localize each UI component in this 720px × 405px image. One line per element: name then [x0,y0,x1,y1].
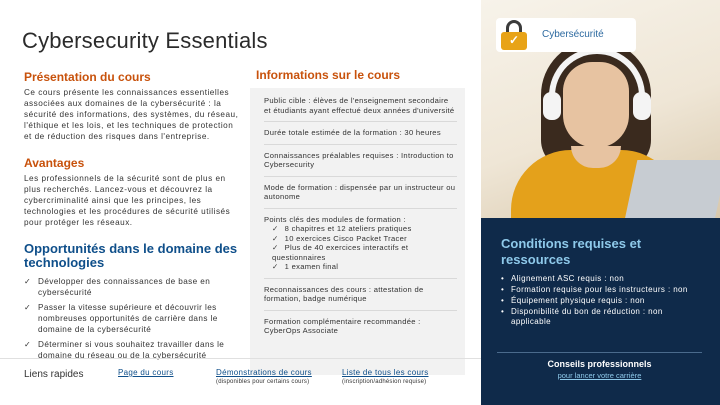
quick-links-label: Liens rapides [24,369,84,380]
list-item [272,243,457,262]
checkmark-icon: ✓ [272,262,279,271]
list-item [272,262,457,272]
left-column [24,70,242,365]
avantages-text: Les professionnels de la sécurité sont de plus en plus recherchés. Lancez-vous et découvrez la cybercriminalité ainsi que les principes, les technologies et les procédures de sécurité utilisés pour protéger les réseaux. [24,174,231,227]
list-item: • Disponibilité du bon de réduction : non applicable [501,307,702,327]
info-duree: Durée totale estimée de la formation : 30 heures [264,128,457,145]
list-item-label: Passer la vitesse supérieure et découvrir les nombreuses opportunités de carrière dans le domaine de la cybersécurité [38,303,218,334]
list-item-label: Plus de 40 exercices interactifs et questionnaires [272,243,409,262]
list-item [24,302,242,335]
opportunites-list [24,276,242,361]
list-item [272,224,457,234]
info-formation: Formation complémentaire recommandée : CyberOps Associate [264,316,421,335]
info-box [250,88,465,375]
requirements-list [501,274,702,327]
checkmark-icon: ✓ [272,224,279,233]
course-info-column [250,68,465,375]
requirements-title: Conditions requises et ressources [501,236,642,267]
all-courses-link[interactable]: Liste de tous les cours [342,368,429,377]
opportunites-heading: Opportunités dans le domaine des technologies [24,241,238,270]
list-item-label: Déterminer si vous souhaitez travailler dans le domaine du réseau ou de la cybersécurité [38,340,225,360]
badge-label: Cybersécurité [542,29,604,40]
checkmark-icon: ✓ [24,277,32,286]
info-points-heading: Points clés des modules de formation : [264,214,406,224]
info-reconnaissance: Reconnaissances des cours : attestation de formation, badge numérique [264,285,457,311]
career-advice-title: Conseils professionnels [547,359,652,369]
list-item-label: 1 examen final [284,262,339,271]
list-item-label: 8 chapitres et 12 ateliers pratiques [284,224,412,233]
info-public: Public cible : élèves de l'enseignement secondaire et étudiants ayant effectué deux années d'université [264,96,457,122]
checkmark-icon: ✓ [272,243,279,252]
presentation-heading: Présentation du cours [24,70,151,84]
info-mode: Mode de formation : dispensée par un instructeur ou autonome [264,183,457,209]
list-item [272,234,457,244]
checkmark-icon: ✓ [24,340,32,349]
career-advice-link[interactable]: pour lancer votre carrière [557,371,642,380]
info-heading: Informations sur le cours [256,68,401,82]
info-points [264,215,457,279]
checkmark-icon: ✓ [24,303,32,312]
avantages-heading: Avantages [24,156,85,170]
course-demos-note: (disponibles pour certains cours) [216,379,310,385]
list-item: • Alignement ASC requis : non [501,274,702,284]
lock-check-icon [500,20,528,50]
course-page-link[interactable]: Page du cours [118,368,174,377]
career-advice-box [497,352,702,384]
info-prerequis: Connaissances préalables requises : Introduction to Cybersecurity [264,151,457,177]
list-item: • Équipement physique requis : non [501,296,702,306]
list-item [24,276,242,298]
list-item: • Formation requise pour les instructeurs : non [501,285,702,295]
info-points-list [264,224,457,272]
all-courses-note: (inscription/adhésion requise) [342,379,427,385]
laptop-icon [625,160,720,218]
course-demos-link[interactable]: Démonstrations de cours [216,368,312,377]
cybersecurity-badge [496,18,636,52]
checkmark-icon: ✓ [272,233,279,243]
presentation-text: Ce cours présente les connaissances essentielles associées aux domaines de la cybersécurité : la sécurité des informations, des systèmes, du réseau, l'éthique et les lois, et les techniques de protection et de réduction des risques dans l'entreprise. [24,88,239,141]
requirements-panel [481,218,720,405]
quick-links-footer [0,358,481,405]
list-item-label: 10 exercices Cisco Packet Tracer [284,233,407,243]
list-item-label: Développer des connaissances de base en cybersécurité [38,277,211,297]
page-title: Cybersecurity Essentials [22,28,268,53]
